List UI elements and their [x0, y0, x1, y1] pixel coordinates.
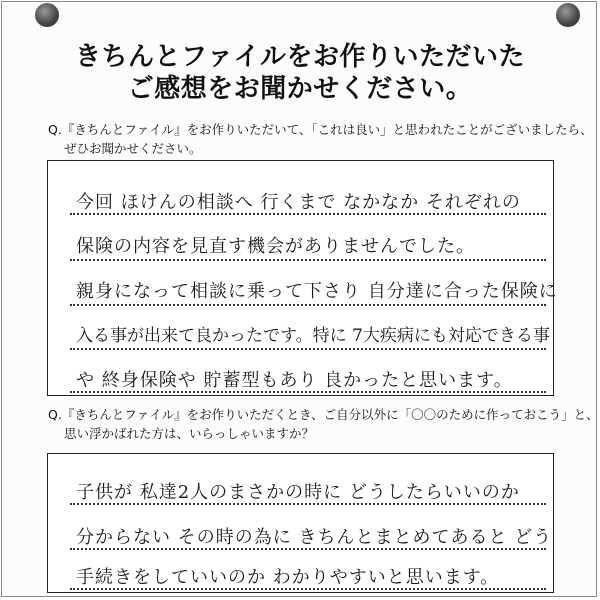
- question-2: [48, 405, 599, 443]
- question-1-line: ぜひお聞かせください。: [64, 141, 202, 156]
- answer-1-text-line: 入る事が出来て良かったです。特に 7大疾病にも対応できる事: [76, 326, 550, 346]
- answer-1-text-line: 保険の内容を見直す機会がありませんでした。: [76, 236, 475, 257]
- answer-2-text-line: 分からない その時の為に きちんとまとめてあると どう: [76, 527, 553, 548]
- answer-2-text-line: 子供が 私達2人のまさかの時に どうしたらいいのか: [76, 482, 520, 503]
- question-1: [48, 120, 593, 158]
- pushpin-icon: [35, 3, 59, 27]
- page-subtitle: ご感想をお聞かせください。: [127, 74, 473, 104]
- answer-1-text-line: 親身になって相談に乗って下さり 自分達に合った保険に: [76, 281, 558, 302]
- answer-1-text-line: 今回 ほけんの相談へ 行くまで なかなか それぞれの: [76, 192, 521, 213]
- answer-1-text-line: や 終身保険や 貯蓄型もあり 良かったと思います。: [76, 370, 513, 391]
- answer-2-text-line: 手続きをしていいのか わかりやすいと思います。: [76, 567, 500, 588]
- question-2-line: Q.『きちんとファイル』をお作りいただくとき、ご自分以外に「〇〇のために作っておこう」と、: [48, 407, 599, 422]
- ruled-line: [70, 304, 546, 306]
- question-1-line: Q.『きちんとファイル』をお作りいただいて、「これは良い」と思われたことがございましたら、: [48, 122, 593, 137]
- question-2-line: 思い浮かばれた方は、いらっしゃいますか？: [64, 426, 315, 441]
- ruled-line: [70, 259, 546, 261]
- pushpin-icon: [556, 3, 580, 27]
- page-title: きちんとファイルをお作りいただいた: [75, 42, 525, 72]
- ruled-line: [70, 348, 546, 350]
